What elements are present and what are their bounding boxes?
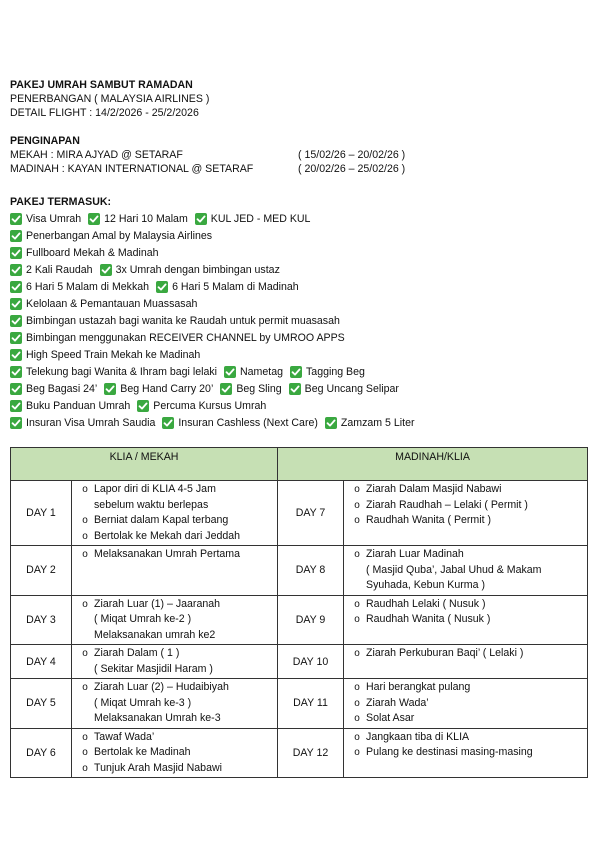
check-icon <box>10 298 22 310</box>
bullet-icon: o <box>82 549 88 560</box>
activity-item <box>348 547 583 563</box>
bullet-icon: o <box>354 549 360 560</box>
activity-item <box>348 646 583 662</box>
day-label: DAY 3 <box>11 595 72 645</box>
activity-text: Melaksanakan Umrah Pertama <box>94 548 241 560</box>
activity-item <box>348 482 583 498</box>
activity-item <box>348 745 583 761</box>
included-item <box>289 383 399 395</box>
activity-cell <box>72 546 278 596</box>
includes-heading-wrap <box>10 195 586 209</box>
activity-text: Ziarah Dalam Masjid Nabawi <box>366 483 502 495</box>
included-item-label: Beg Uncang Selipar <box>304 382 399 395</box>
bullet-icon: o <box>82 648 88 659</box>
included-item <box>156 281 299 293</box>
activity-text: Ziarah Perkuburan Baqi’ ( Lelaki ) <box>366 647 524 659</box>
day-label: DAY 1 <box>11 481 72 546</box>
included-item <box>10 213 81 225</box>
included-item <box>10 366 217 378</box>
activity-text: Tunjuk Arah Masjid Nabawi <box>94 761 222 774</box>
activity-item <box>76 597 273 613</box>
activity-item <box>348 612 583 628</box>
included-item-label: Bimbingan menggunakan RECEIVER CHANNEL by UMROO APPS <box>26 331 345 344</box>
day-label: DAY 11 <box>278 679 344 729</box>
included-item-label: 2 Kali Raudah <box>26 263 93 276</box>
included-item <box>325 417 415 429</box>
day-label: DAY 7 <box>278 481 344 546</box>
itinerary-table <box>10 447 588 778</box>
activity-text: Bertolak ke Mekah dari Jeddah <box>94 529 241 542</box>
activity-item <box>76 513 273 529</box>
activity-text: Pulang ke destinasi masing-masing <box>366 746 533 758</box>
bullet-icon: o <box>82 731 88 743</box>
included-item-label: Insuran Visa Umrah Saudia <box>26 416 156 429</box>
bullet-icon: o <box>354 598 360 610</box>
activity-text: Lapor diri di KLIA 4-5 Jam <box>94 483 216 495</box>
check-icon <box>137 400 149 412</box>
activity-cell <box>344 645 588 679</box>
includes-row <box>10 397 586 414</box>
included-item <box>10 332 345 344</box>
includes-row <box>10 261 586 278</box>
activity-cell <box>72 679 278 729</box>
activity-text: Hari berangkat pulang <box>366 681 471 693</box>
check-icon <box>10 332 22 344</box>
check-icon <box>220 383 232 395</box>
activity-item <box>348 498 583 514</box>
activity-item <box>76 761 273 777</box>
included-item <box>10 281 149 293</box>
flight-info: PENERBANGAN ( MALAYSIA AIRLINES ) <box>10 93 210 105</box>
activity-text-continued: ( Sekitar Masjidil Haram ) <box>94 662 213 675</box>
included-item <box>10 383 97 395</box>
bullet-icon: o <box>354 499 360 511</box>
activity-item <box>76 730 273 746</box>
itinerary-row <box>11 645 588 679</box>
included-item-label: Telekung bagi Wanita & Ihram bagi lelaki <box>26 365 217 378</box>
bullet-icon: o <box>354 614 360 625</box>
bullet-icon: o <box>354 484 360 495</box>
activity-text: Ziarah Luar Madinah <box>366 548 464 560</box>
activity-item <box>76 529 273 545</box>
includes-row <box>10 346 586 363</box>
includes-row <box>10 414 586 431</box>
check-icon <box>100 264 112 276</box>
check-icon <box>10 315 22 327</box>
included-item-label: Buku Panduan Umrah <box>26 399 131 412</box>
check-icon <box>10 247 22 259</box>
included-item-label: KUL JED - MED KUL <box>210 212 311 225</box>
activity-cell <box>344 546 588 596</box>
check-icon <box>289 383 301 395</box>
itinerary-row <box>11 728 588 778</box>
included-item-label: Penerbangan Amal by Malaysia Airlines <box>26 229 213 242</box>
activity-text: Raudhah Lelaki ( Nusuk ) <box>366 597 486 610</box>
bullet-icon: o <box>82 682 88 693</box>
activity-text: Ziarah Luar (2) – Hudaibiyah <box>94 681 229 693</box>
includes-list <box>10 210 586 431</box>
activity-text: Solat Asar <box>366 712 415 724</box>
included-item-label: 12 Hari 10 Malam <box>104 212 188 225</box>
bullet-icon: o <box>82 515 88 526</box>
check-icon <box>290 366 302 378</box>
itinerary-row <box>11 546 588 596</box>
activity-text: Tawaf Wada’ <box>94 730 155 743</box>
included-item-label: Zamzam 5 Liter <box>340 416 415 429</box>
includes-row <box>10 312 586 329</box>
activity-cell <box>72 595 278 645</box>
check-icon <box>10 366 22 378</box>
header-madinah-klia: MADINAH/KLIA <box>278 448 588 481</box>
bullet-icon: o <box>82 598 88 610</box>
included-item <box>104 383 213 395</box>
includes-row <box>10 278 586 295</box>
hotel-dates: ( 15/02/26 – 20/02/26 ) <box>298 149 406 161</box>
day-label: DAY 8 <box>278 546 344 596</box>
activity-text-continued: Melaksanakan umrah ke2 <box>94 628 216 641</box>
activity-item <box>76 482 273 498</box>
header-klia-mekah: KLIA / MEKAH <box>11 448 278 481</box>
check-icon <box>10 213 22 225</box>
hotel-dates: ( 20/02/26 – 25/02/26 ) <box>298 163 406 175</box>
included-item-label: 3x Umrah dengan bimbingan ustaz <box>115 263 280 276</box>
check-icon <box>162 417 174 429</box>
included-item <box>10 247 159 259</box>
check-icon <box>88 213 100 225</box>
check-icon <box>156 281 168 293</box>
included-item <box>137 400 266 412</box>
included-item-label: Fullboard Mekah & Madinah <box>26 246 159 259</box>
included-item <box>195 213 311 225</box>
includes-heading: PAKEJ TERMASUK: <box>10 196 112 208</box>
bullet-icon: o <box>354 747 360 758</box>
included-item-label: 6 Hari 5 Malam di Madinah <box>172 280 299 293</box>
itinerary-row <box>11 679 588 729</box>
check-icon <box>10 230 22 242</box>
activity-text: Ziarah Wada’ <box>366 696 429 709</box>
check-icon <box>10 417 22 429</box>
activity-text: Ziarah Luar (1) – Jaaranah <box>94 597 221 610</box>
activity-item <box>76 646 273 662</box>
activity-item <box>348 711 583 727</box>
check-icon <box>10 400 22 412</box>
included-item-label: Insuran Cashless (Next Care) <box>178 416 318 429</box>
included-item-label: Percuma Kursus Umrah <box>153 399 267 412</box>
activity-text: Raudhah Wanita ( Permit ) <box>366 514 492 526</box>
day-label: DAY 5 <box>11 679 72 729</box>
activity-text-continued: Melaksanakan Umrah ke-3 <box>94 712 221 724</box>
activity-cell <box>344 595 588 645</box>
included-item <box>10 298 197 310</box>
bullet-icon: o <box>354 648 360 659</box>
included-item <box>10 230 212 242</box>
activity-text-continued: Syuhada, Kebun Kurma ) <box>366 579 485 591</box>
day-label: DAY 2 <box>11 546 72 596</box>
check-icon <box>10 264 22 276</box>
included-item-label: Beg Sling <box>236 382 282 395</box>
activity-text-continued: ( Miqat Umrah ke-3 ) <box>94 696 192 709</box>
activity-text: Berniat dalam Kapal terbang <box>94 514 229 526</box>
included-item <box>224 366 283 378</box>
included-item-label: Tagging Beg <box>306 365 365 378</box>
bullet-icon: o <box>354 697 360 709</box>
itinerary-row <box>11 481 588 546</box>
included-item-label: Nametag <box>240 365 283 378</box>
included-item <box>10 417 155 429</box>
check-icon <box>325 417 337 429</box>
hotel-name: MEKAH : MIRA AJYAD @ SETARAF <box>10 149 183 161</box>
bullet-icon: o <box>354 731 360 743</box>
activity-text-continued: ( Masjid Quba’, Jabal Uhud & Makam <box>366 563 542 576</box>
bullet-icon: o <box>354 682 360 693</box>
day-label: DAY 9 <box>278 595 344 645</box>
activity-text-continued: sebelum waktu berlepas <box>94 498 209 511</box>
included-item-label: Beg Bagasi 24’ <box>26 382 98 395</box>
activity-item <box>348 597 583 613</box>
day-label: DAY 4 <box>11 645 72 679</box>
includes-row <box>10 295 586 312</box>
included-item <box>10 315 340 327</box>
check-icon <box>224 366 236 378</box>
included-item <box>290 366 365 378</box>
bullet-icon: o <box>82 762 88 774</box>
activity-text: Ziarah Raudhah – Lelaki ( Permit ) <box>366 498 528 511</box>
activity-cell <box>344 679 588 729</box>
included-item-label: Bimbingan ustazah bagi wanita ke Raudah untuk permit muasasah <box>26 314 340 327</box>
activity-text: Bertolak ke Madinah <box>94 746 191 758</box>
included-item-label: High Speed Train Mekah ke Madinah <box>26 348 201 361</box>
includes-row <box>10 329 586 346</box>
check-icon <box>195 213 207 225</box>
itinerary-header-row <box>11 448 588 481</box>
check-icon <box>10 281 22 293</box>
accommodation-heading: PENGINAPAN <box>10 135 80 147</box>
check-icon <box>10 349 22 361</box>
activity-text: Ziarah Dalam ( 1 ) <box>94 647 180 659</box>
bullet-icon: o <box>354 515 360 526</box>
includes-row <box>10 244 586 261</box>
included-item <box>88 213 188 225</box>
activity-text: Raudhah Wanita ( Nusuk ) <box>366 613 491 625</box>
check-icon <box>10 383 22 395</box>
hotel-madinah <box>10 162 586 176</box>
included-item <box>10 349 200 361</box>
includes-row <box>10 210 586 227</box>
day-label: DAY 12 <box>278 728 344 778</box>
included-item-label: Visa Umrah <box>26 212 82 225</box>
bullet-icon: o <box>82 484 88 495</box>
bullet-icon: o <box>354 713 360 724</box>
activity-cell <box>72 481 278 546</box>
day-label: DAY 6 <box>11 728 72 778</box>
activity-cell <box>72 645 278 679</box>
itinerary-row <box>11 595 588 645</box>
package-title: PAKEJ UMRAH SAMBUT RAMADAN <box>10 79 193 91</box>
activity-item <box>76 680 273 696</box>
hotel-name: MADINAH : KAYAN INTERNATIONAL @ SETARAF <box>10 163 254 175</box>
included-item <box>10 400 130 412</box>
bullet-icon: o <box>82 747 88 758</box>
activity-cell <box>72 728 278 778</box>
activity-item <box>348 680 583 696</box>
included-item-label: Beg Hand Carry 20’ <box>120 382 214 395</box>
activity-item <box>76 547 273 563</box>
activity-text-continued: ( Miqat Umrah ke-2 ) <box>94 613 192 625</box>
activity-text: Jangkaan tiba di KLIA <box>366 730 470 743</box>
accommodation-section <box>10 134 586 176</box>
bullet-icon: o <box>82 530 88 542</box>
hotel-mekah <box>10 148 586 162</box>
included-item <box>220 383 281 395</box>
check-icon <box>104 383 116 395</box>
activity-item <box>348 696 583 712</box>
included-item <box>162 417 318 429</box>
includes-row <box>10 363 586 380</box>
activity-cell <box>344 481 588 546</box>
included-item <box>10 264 93 276</box>
activity-item <box>76 745 273 761</box>
includes-row <box>10 227 586 244</box>
package-header <box>10 78 586 120</box>
day-label: DAY 10 <box>278 645 344 679</box>
activity-item <box>348 513 583 529</box>
included-item-label: 6 Hari 5 Malam di Mekkah <box>26 280 150 293</box>
included-item <box>100 264 280 276</box>
included-item-label: Kelolaan & Pemantauan Muassasah <box>26 297 198 310</box>
activity-item <box>348 730 583 746</box>
activity-cell <box>344 728 588 778</box>
flight-dates: DETAIL FLIGHT : 14/2/2026 - 25/2/2026 <box>10 107 199 119</box>
includes-row <box>10 380 586 397</box>
